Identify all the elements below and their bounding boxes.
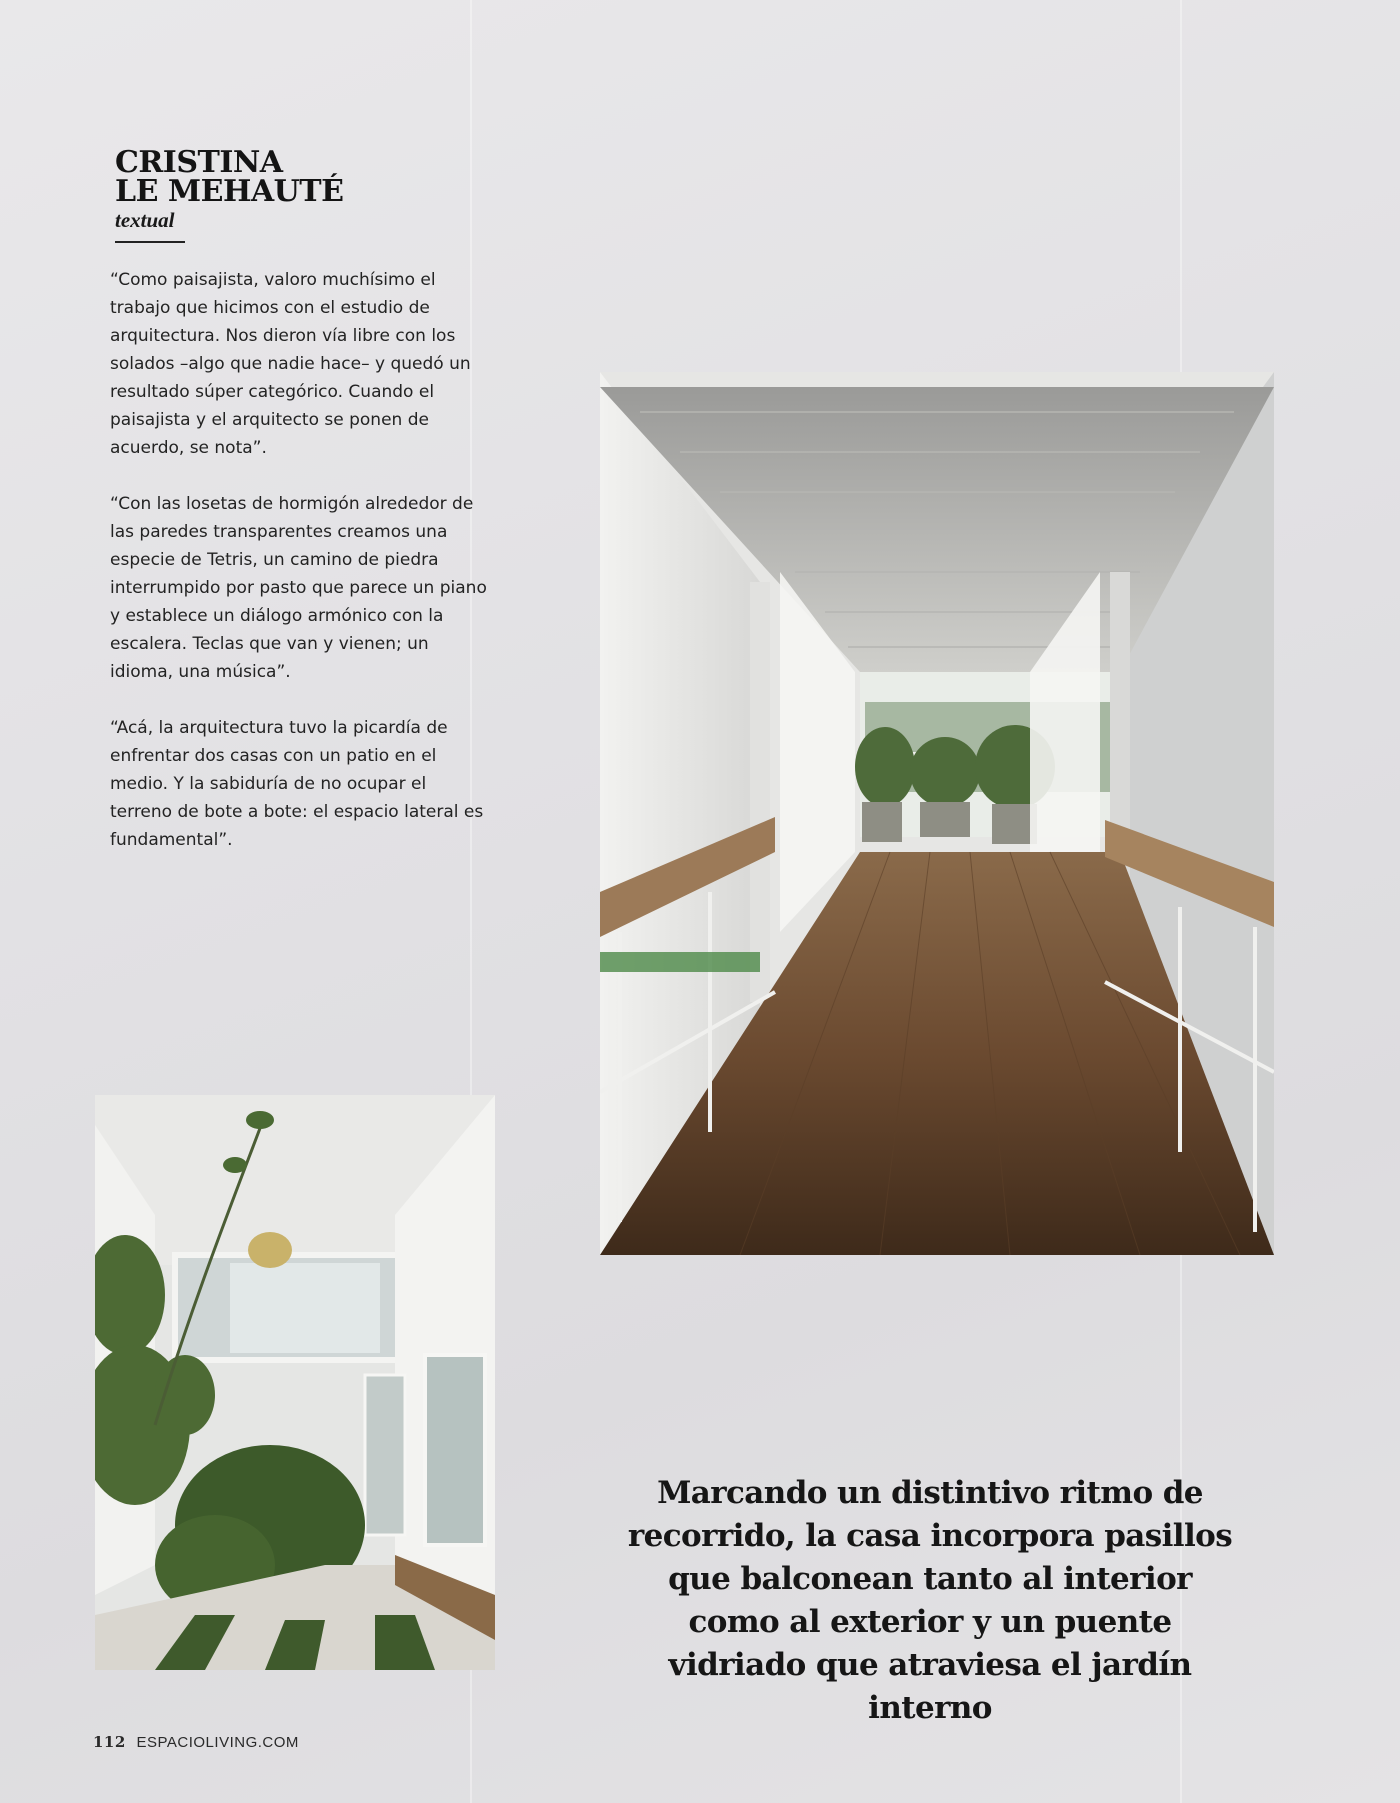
byline-divider [115, 241, 185, 243]
page-footer [93, 1733, 299, 1751]
byline [115, 145, 415, 243]
photo-caption: Marcando un distintivo ritmo de recorrido, la casa incorpora pasillos que balconean tanto al interior como al exterior y un puente vidriado que atraviesa el jardín interno [627, 1475, 1233, 1726]
byline-tag: textual [115, 208, 175, 232]
byline-name-line2: LE MEHAUTÉ [115, 174, 344, 209]
page-number: 112 [93, 1733, 126, 1751]
corridor-photo-image [600, 372, 1274, 1255]
quote-paragraph: “Con las losetas de hormigón alrededor de las paredes transparentes creamos una especie de Tetris, un camino de piedra interrumpido por pasto que parece un piano y establece un diálogo armónico con la escalera. Teclas que van y vienen; un idioma, una música”. [110, 494, 487, 682]
quote-paragraph: “Como paisajista, valoro muchísimo el trabajo que hicimos con el estudio de arquitectura. Nos dieron vía libre con los solados –algo que nadie hace– y quedó un resultado súper categórico. Cuando el paisajista y el arquitecto se ponen de acuerdo, se nota”. [110, 270, 471, 458]
site-name: ESPACIOLIVING.COM [136, 1734, 299, 1751]
byline-name-line1: CRISTINA [115, 145, 283, 180]
garden-photo [95, 1095, 495, 1670]
quotes-column [110, 266, 490, 882]
byline-name [115, 145, 415, 209]
corridor-photo [600, 372, 1274, 1255]
garden-photo-image [95, 1095, 495, 1670]
quote-paragraph: “Acá, la arquitectura tuvo la picardía de enfrentar dos casas con un patio en el medio. Y la sabiduría de no ocupar el terreno de bote a bote: el espacio lateral es fundamental”. [110, 718, 484, 850]
